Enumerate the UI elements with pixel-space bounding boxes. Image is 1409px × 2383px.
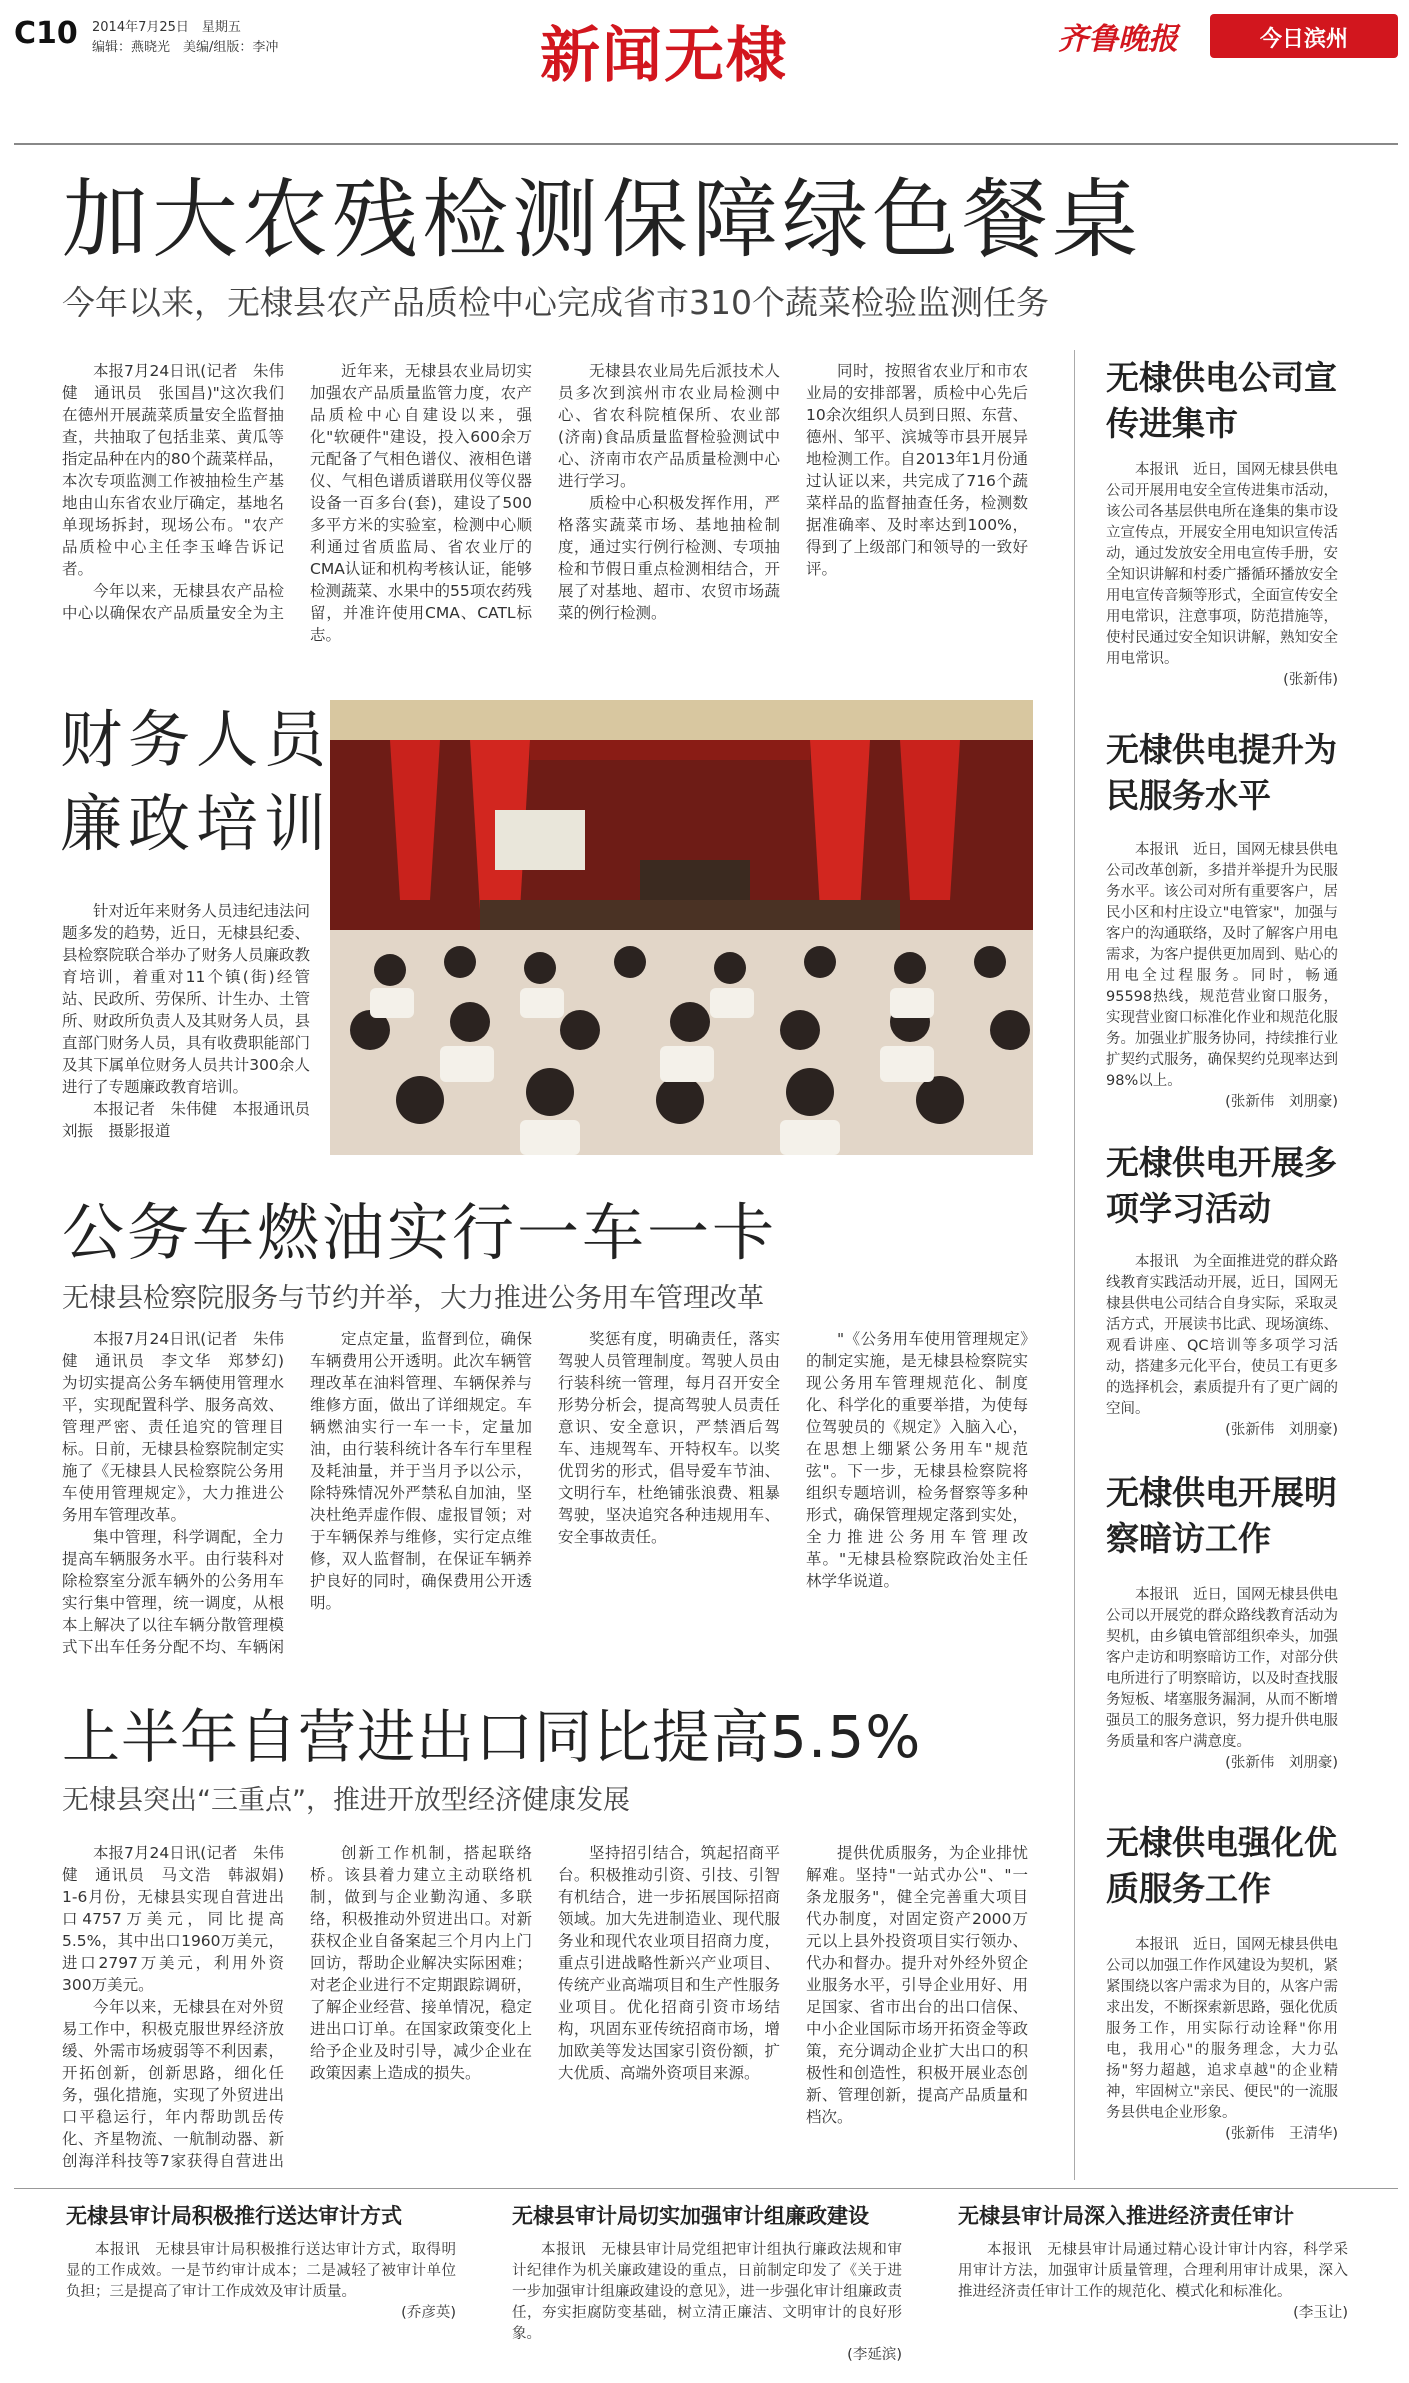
- bottom3-title: 无棣县审计局深入推进经济责任审计: [958, 2204, 1294, 2228]
- article2-title-line2: 廉政培训: [60, 787, 333, 860]
- article4-col2: [310, 1842, 532, 2172]
- bottom2-sign: (李延滨): [847, 2347, 902, 2363]
- side1-text: [1106, 460, 1338, 691]
- article4-para: 提供优质服务，为企业排忧解难。坚持"一站式办公"、"一条龙服务"，健全完善重大项目代办制度，对固定资产2000万元以上县外投资项目实行领办、代办和督办。提升对外经外贸企业服务水平，引导企业用好、用足国家、省市出台的出口信保、中小企业国际市场开拓资金等政策，充分调动企业扩大出口的积极性和创造性，积极开展业态创新、管理创新，提高产品质量和档次。: [806, 1844, 1028, 2126]
- side4-text: [1106, 1585, 1338, 1774]
- side4-para: 本报讯 近日，国网无棣县供电公司以开展党的群众路线教育活动为契机，由乡镇电管部组织牵头，加强客户走访和明察暗访工作，对部分供电所进行了明察暗访，以及时查找服务短板、堵塞服务漏洞，从而不断增强员工的服务意识，努力提升供电服务质量和客户满意度。: [1106, 1587, 1338, 1750]
- article1-col1: [62, 360, 284, 650]
- article1-col4: [806, 360, 1028, 650]
- bottom3-text: [958, 2240, 1348, 2324]
- side2-text: [1106, 840, 1338, 1113]
- article1-para: 质检中心积极发挥作用，严格落实蔬菜市场、基地抽检制度，通过实行例行检测、专项抽检和节假日重点检测相结合，开展了对基地、超市、农贸市场蔬菜的例行检测。: [558, 494, 780, 622]
- article2-byline: 本报记者 朱伟健 本报通讯员 刘振 摄影报道: [62, 1100, 326, 1140]
- bottom1-sign: (乔彦英): [401, 2305, 456, 2321]
- side1-para: 本报讯 近日，国网无棣县供电公司开展用电安全宣传进集市活动，该公司各基层供电所在逢集的集市设立宣传点，开展安全用电知识宣传活动，通过发放安全用电宣传手册，安全知识讲解和村委广播循环播放安全用电宣传音频等形式，全面宣传安全用电常识，注意事项，防范措施等，使村民通过安全知识讲解，熟知安全用电常识。: [1106, 462, 1338, 667]
- article4-para: 坚持招引结合，筑起招商平台。积极推动引资、引技、引智有机结合，进一步拓展国际招商领域。加大先进制造业、现代服务业和现代农业项目招商力度，重点引进战略性新兴产业项目、传统产业高端项目和生产性服务业项目。优化招商引资市场结构，巩固东亚传统招商市场，增加欧美等发达国家引资份额，扩大优质、高端外资项目来源。: [558, 1844, 780, 2082]
- issue-date: 2014年7月25日 星期五: [92, 20, 241, 35]
- side1-sign: (张新伟): [1283, 672, 1338, 688]
- training-photo-graphic: [330, 700, 1033, 1155]
- bottom2-title: 无棣县审计局切实加强审计组廉政建设: [512, 2204, 869, 2228]
- article3-para: 集中管理，科学调配，全力提高车辆服务水平。由行装科对除检察室分派车辆外的公务用车实行集中管理，统一调度，从根本上解决了以往车辆分散管理模式下出车任务分配不均、车辆闲: [62, 1528, 284, 1656]
- article2-title-line1: 财务人员: [60, 703, 333, 776]
- article1-title: 加大农残检测保障绿色餐桌: [62, 170, 1142, 270]
- newspaper-logo: 齐鲁晚报: [1058, 22, 1178, 57]
- article3-title: 公务车燃油实行一车一卡: [62, 1196, 778, 1269]
- side5-sign: (张新伟 王清华): [1225, 2126, 1338, 2142]
- article1-para: 同时，按照省农业厅和市农业局的安排部署，质检中心先后10余次组织人员到日照、东营、德州、邹平、滨城等市县开展异地检测工作。自2013年1月份通过认证以来，共完成了716个蔬菜样品的监督抽查任务，检测数据准确率、及时率达到100%，得到了上级部门和领导的一致好评。: [806, 362, 1028, 578]
- article4-col1: [62, 1842, 284, 2172]
- side5-text: [1106, 1935, 1338, 2145]
- bottom2-text: [512, 2240, 902, 2366]
- section-tag-label: 今日滨州: [1259, 27, 1348, 52]
- article2-para: 针对近年来财务人员违纪违法问题多发的趋势，近日，无棣县纪委、县检察院联合举办了财务人员廉政教育培训，着重对11个镇(街)经管站、民政所、劳保所、计生办、土管所、财政所负责人及其财务人员，县直部门财务人员，具有收费职能部门及其下属单位财务人员共计300余人进行了专题廉政教育培训。: [62, 902, 311, 1096]
- article4-col3: [558, 1842, 780, 2172]
- bottom1-title: 无棣县审计局积极推行送达审计方式: [66, 2204, 402, 2228]
- article1-para: 近年来，无棣县农业局切实加强农产品质量监管力度，农产品质检中心自建设以来，强化"软硬件"建设，投入600余万元配备了气相色谱仪、液相色谱仪、气相色谱质谱联用仪等仪器设备一百多台(套)，建设了500多平方米的实验室，检测中心顺利通过省质监局、省农业厅的CMA认证和机构考核认证，能够检测蔬菜、水果中的55项农药残留，并准许使用CMA、CATL标志。: [310, 362, 532, 644]
- editors-line: 编辑：燕晓光 美编/组版：李冲: [92, 40, 279, 55]
- article3-subtitle: 无棣县检察院服务与节约并举，大力推进公务用车管理改革: [62, 1283, 764, 1314]
- article3-para: 定点定量，监督到位，确保车辆费用公开透明。此次车辆管理改革在油料管理、车辆保养与维修方面，做出了详细规定。车辆燃油实行一车一卡，定量加油，由行装科统计各车行车里程及耗油量，并于当月予以公示，除特殊情况外严禁私自加油，坚决杜绝弄虚作假、虚报冒领；对于车辆保养与维修，实行定点维修，双人监督制，在保证车辆养护良好的同时，确保费用公开透明。: [310, 1330, 532, 1612]
- sidebar-divider: [1074, 350, 1075, 2180]
- training-photo: [330, 700, 1033, 1155]
- article3-para: 奖惩有度，明确责任，落实驾驶人员管理制度。驾驶人员由行装科统一管理，每月召开安全形势分析会，提高驾驶人员责任意识、安全意识，严禁酒后驾车、违规驾车、开特权车。以奖优罚劣的形式，倡导爱车节油、文明行车，杜绝铺张浪费、粗暴驾驶，坚决追究各种违规用车、安全事故责任。: [558, 1330, 780, 1546]
- article4-title: 上半年自营进出口同比提高5.5%: [62, 1703, 922, 1771]
- article1-para: 本报7月24日讯(记者 朱伟健 通讯员 张国昌)"这次我们在德州开展蔬菜质量安全监督抽查，共抽取了包括韭菜、黄瓜等指定品种在内的80个蔬菜样品，本次专项监测工作被抽检生产基地由山东省农业厅确定，基地名单现场拆封，现场公布。"农产品质检中心主任李玉峰告诉记者。: [62, 362, 284, 578]
- side2-para: 本报讯 近日，国网无棣县供电公司改革创新，多措并举提升为民服务水平。该公司对所有重要客户，居民小区和村庄设立"电管家"，加强与客户的沟通联络，及时了解客户用电需求，为客户提供更加周到、贴心的用电全过程服务。同时，畅通95598热线，规范营业窗口服务，实现营业窗口标准化作业和规范化服务。加强业扩服务协同，持续推行业扩契约式服务，确保契约兑现率达到98%以上。: [1106, 842, 1338, 1089]
- article4-para: 今年以来，无棣县在对外贸易工作中，积极克服世界经济放缓、外需市场疲弱等不利因素，开拓创新，创新思路，细化任务，强化措施，实现了外贸进出口平稳运行，年内帮助凯岳传化、齐星物流、一航制动器、新创海洋科技等7家获得自营进出: [62, 1998, 284, 2170]
- article3-para: "《公务用车使用管理规定》的制定实施，是无棣县检察院实现公务用车管理规范化、制度化、科学化的重要举措，为使每位驾驶员的《规定》入脑入心，在思想上绷紧公务用车"规范弦"。下一步，无棣县检察院将组织专题培训，检务督察等多种形式，确保管理规定落到实处，全力推进公务用车管理改革。"无棣县检察院政治处主任林学华说道。: [806, 1330, 1028, 1590]
- side5-title: 无棣供电强化优质服务工作: [1106, 1823, 1337, 1908]
- bottom3-sign: (李玉让): [1293, 2305, 1348, 2321]
- bottom-rule: [14, 2188, 1398, 2189]
- side2-sign: (张新伟 刘朋豪): [1225, 1094, 1338, 1110]
- side3-text: [1106, 1252, 1338, 1441]
- page-number: C10: [14, 16, 78, 51]
- side5-para: 本报讯 近日，国网无棣县供电公司以加强工作作风建设为契机，紧紧围绕以客户需求为目的，从客户需求出发，不断探索新思路，强化优质服务工作，用实际行动诠释"你用电，我用心"的服务理念，大力弘扬"努力超越，追求卓越"的企业精神，牢固树立"亲民、便民"的一流服务县供电企业形象。: [1106, 1937, 1338, 2121]
- bottom1-para: 本报讯 无棣县审计局积极推行送达审计方式，取得明显的工作成效。一是节约审计成本；二是减轻了被审计单位负担；三是提高了审计工作成效及审计质量。: [66, 2242, 456, 2300]
- article2-text: [62, 900, 326, 1142]
- article1-para: 今年以来，无棣县农产品检中心以确保农产品质量安全为主: [62, 582, 284, 622]
- side3-sign: (张新伟 刘朋豪): [1225, 1422, 1338, 1438]
- article1-para: 无棣县农业局先后派技术人员多次到滨州市农业局检测中心、省农科院植保所、农业部(济南)食品质量监督检验测试中心、济南市农产品质量检测中心进行学习。: [558, 362, 780, 490]
- article3-col1: [62, 1328, 284, 1658]
- article1-col3: [558, 360, 780, 650]
- side4-sign: (张新伟 刘朋豪): [1225, 1755, 1338, 1771]
- article4-col4: [806, 1842, 1028, 2172]
- article3-col3: [558, 1328, 780, 1658]
- section-title: 新闻无棣: [540, 21, 788, 91]
- article3-col2: [310, 1328, 532, 1658]
- article3-para: 本报7月24日讯(记者 朱伟健 通讯员 李文华 郑梦幻) 为切实提高公务车辆使用管理水平，实现配置科学、服务高效、管理严密、责任追究的管理目标。日前，无棣县检察院制定实施了《无棣县人民检察院公务用车使用管理规定》，大力推进公务用车管理改革。: [62, 1330, 284, 1524]
- side2-title: 无棣供电提升为民服务水平: [1106, 730, 1337, 815]
- masthead-rule: [14, 143, 1398, 145]
- article4-para: 本报7月24日讯(记者 朱伟健 通讯员 马文浩 韩淑娟) 1-6月份，无棣县实现自营进出口4757万美元，同比提高5.5%，其中出口1960万美元，进口2797万美元，利用外资300万美元。: [62, 1844, 284, 1994]
- article1-subtitle: 今年以来，无棣县农产品质检中心完成省市310个蔬菜检验监测任务: [62, 283, 1049, 322]
- article4-para: 创新工作机制，搭起联络桥。该县着力建立主动联络机制，做到与企业勤沟通、多联络，积极推动外贸进出口。对新获权企业自备案起三个月内上门回访，帮助企业解决实际困难；对老企业进行不定期跟踪调研，了解企业经营、接单情况，稳定进出口订单。在国家政策变化上给予企业及时引导，减少企业在政策因素上造成的损失。: [310, 1844, 532, 2082]
- bottom3-para: 本报讯 无棣县审计局通过精心设计审计内容，科学采用审计方法，加强审计质量管理，合理利用审计成果，深入推进经济责任审计工作的规范化、模式化和标准化。: [958, 2242, 1348, 2300]
- article4-subtitle: 无棣县突出“三重点”，推进开放型经济健康发展: [62, 1785, 630, 1816]
- bottom2-para: 本报讯 无棣县审计局党组把审计组执行廉政法规和审计纪律作为机关廉政建设的重点，日前制定印发了《关于进一步加强审计组廉政建设的意见》，进一步强化审计组廉政责任，夯实拒腐防变基础，树立清正廉洁、文明审计的良好形象。: [512, 2242, 902, 2342]
- side4-title: 无棣供电开展明察暗访工作: [1106, 1473, 1337, 1558]
- article3-col4: [806, 1328, 1028, 1658]
- article1-col2: [310, 360, 532, 650]
- side3-title: 无棣供电开展多项学习活动: [1106, 1143, 1337, 1228]
- side1-title: 无棣供电公司宣传进集市: [1106, 358, 1337, 443]
- bottom1-text: [66, 2240, 456, 2324]
- side3-para: 本报讯 为全面推进党的群众路线教育实践活动开展，近日，国网无棣县供电公司结合自身实际，采取灵活方式，开展读书比武、现场演练、观看讲座、QC培训等多项学习活动，搭建多元化平台，使员工有更多的选择机会，素质提升有了更广阔的空间。: [1106, 1254, 1338, 1417]
